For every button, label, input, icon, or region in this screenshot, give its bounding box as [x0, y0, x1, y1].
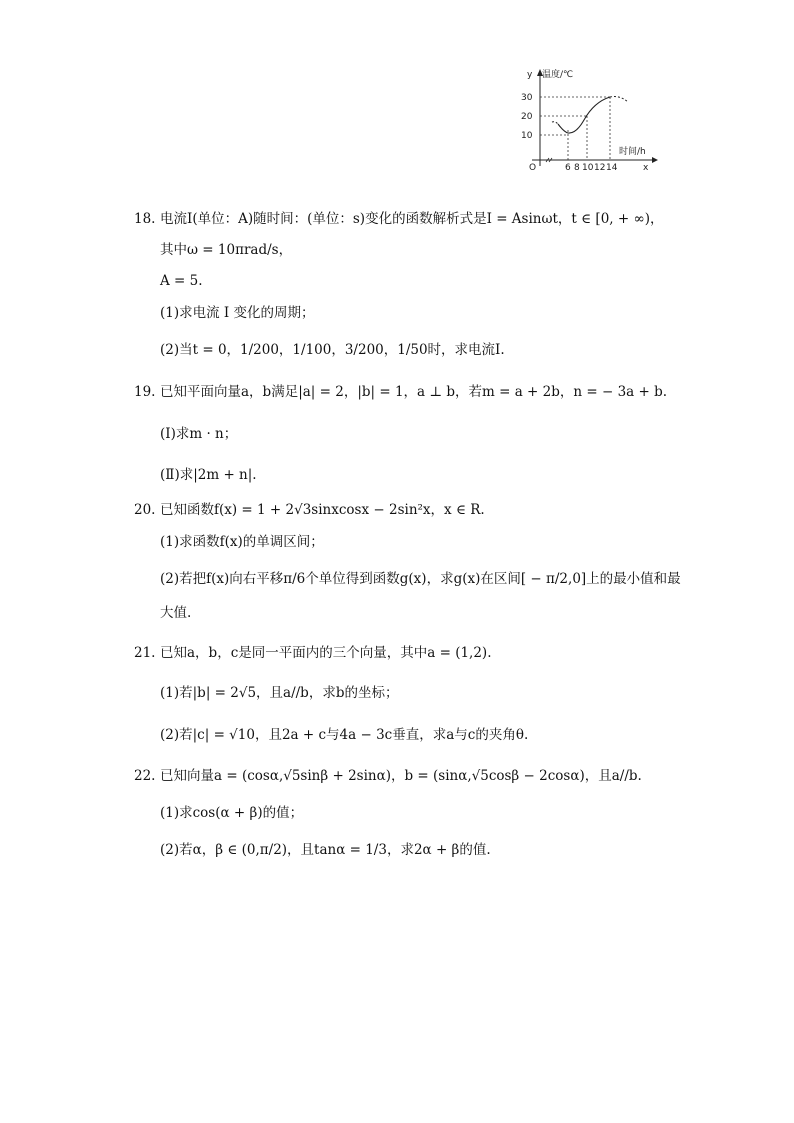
q22-line-2: (1)求cos(α + β)的值； — [160, 805, 304, 821]
y-tick-10: 10 — [521, 131, 533, 141]
q21-line-1: 已知a，b，c是同一平面内的三个向量，其中a = (1,2). — [160, 645, 492, 661]
q20-line-2: (1)求函数f(x)的单调区间； — [160, 534, 324, 550]
q19-line-1: 已知平面向量a，b满足|a| = 2，|b| = 1，a ⊥ b，若m = a + 2b，n = − 3a + b. — [160, 384, 668, 400]
q22-line-3: (2)若α，β ∈ (0,π/2)，且tanα = 1/3，求2α + β的值. — [160, 842, 491, 858]
curve-extension-right — [610, 97, 628, 102]
q19-line-3: (Ⅱ)求|2m + n|. — [160, 467, 257, 483]
q20-line-1: 已知函数f(x) = 1 + 2√3sinxcosx − 2sin²x，x ∈ R. — [160, 502, 485, 518]
q20-line-4: 大值. — [160, 605, 192, 621]
question-number-18: 18. — [134, 211, 156, 227]
x-tick-14: 14 — [606, 163, 618, 172]
x-tick-8: 8 — [574, 163, 580, 172]
q18-line-1: 电流I(单位：A)随时间：(单位：s)变化的函数解析式是I = Asinωt，t ∈ [0, + ∞)， — [160, 211, 664, 227]
unit-label: 温度/℃ — [542, 70, 574, 80]
temperature-curve — [558, 97, 610, 133]
q22-line-1: 已知向量a = (cosα,√5sinβ + 2sinα)，b = (sinα,√5cosβ − 2cosα)，且a//b. — [160, 768, 642, 784]
curve-extension-left — [552, 122, 558, 124]
question-number-20: 20. — [134, 502, 156, 518]
x-label: x — [643, 163, 649, 172]
q18-line-2: 其中ω = 10πrad/s， — [160, 242, 293, 258]
q18-line-3: A = 5. — [160, 273, 203, 289]
x-axis-arrow — [652, 157, 658, 163]
y-label: y — [527, 70, 533, 80]
time-label: 时间/h — [619, 147, 646, 157]
question-number-19: 19. — [134, 384, 156, 400]
x-tick-10: 10 — [582, 163, 594, 172]
q21-line-3: (2)若|c| = √10，且2a + c与4a − 3c垂直，求a与c的夹角θ. — [160, 727, 529, 743]
question-number-22: 22. — [134, 768, 156, 784]
x-tick-12: 12 — [594, 163, 606, 172]
origin-label: O — [529, 163, 537, 172]
y-tick-20: 20 — [521, 112, 533, 122]
q19-line-2: (Ⅰ)求m · n； — [160, 426, 238, 442]
q21-line-2: (1)若|b| = 2√5，且a//b，求b的坐标； — [160, 685, 399, 701]
temperature-graph-svg — [518, 64, 660, 172]
temperature-graph — [518, 64, 660, 172]
question-number-21: 21. — [134, 645, 156, 661]
q18-line-5: (2)当t = 0，1/200，1/100，3/200，1/50时，求电流I. — [160, 342, 505, 358]
y-tick-30: 30 — [521, 93, 533, 103]
q20-line-3: (2)若把f(x)向右平移π/6个单位得到函数g(x)，求g(x)在区间[ − π/2,0]上的最小值和最 — [160, 571, 681, 587]
x-tick-6: 6 — [565, 163, 571, 172]
q18-line-4: (1)求电流 I 变化的周期； — [160, 305, 315, 321]
